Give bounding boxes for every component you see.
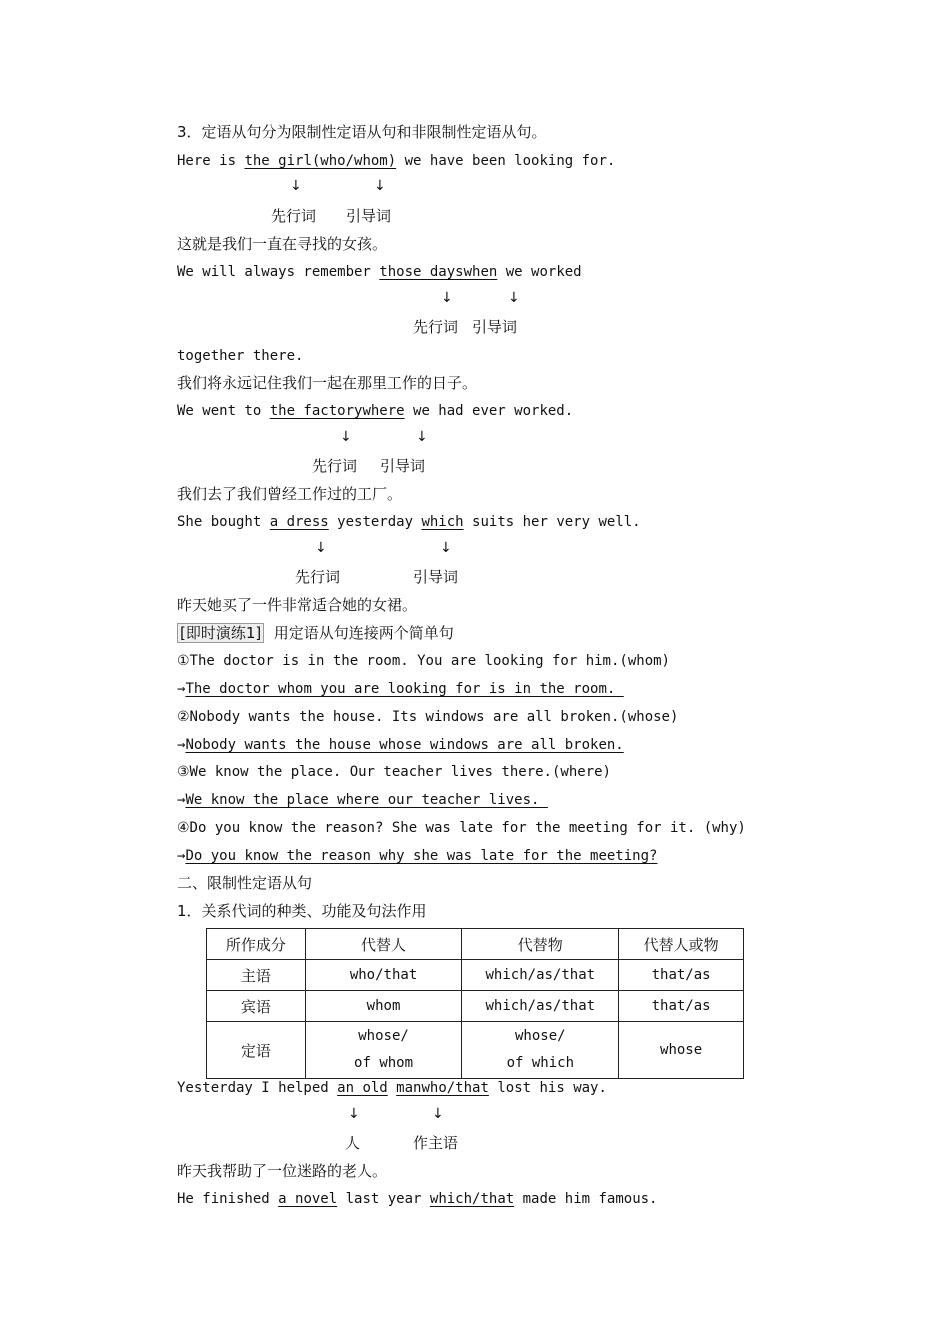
subsection-1-heading: 1．关系代词的种类、功能及句法作用: [177, 902, 427, 920]
translation: 我们将永远记住我们一起在那里工作的日子。: [177, 374, 478, 392]
section-2-heading: 二、限制性定语从句: [177, 874, 313, 892]
arrow-icon: →: [177, 792, 186, 808]
table-cell: 定语: [207, 1022, 306, 1079]
sentence-text: we have been looking for.: [396, 153, 616, 169]
antecedent-label: 先行词: [312, 457, 358, 475]
relative-label: 引导词: [380, 457, 426, 475]
relative-label: 作主语: [413, 1134, 459, 1152]
practice-question: ④Do you know the reason? She was late for the meeting for it. (why): [177, 820, 746, 836]
arrow-icon: →: [177, 737, 186, 753]
relative-word: who/that: [421, 1080, 489, 1096]
example-sentence-1: [177, 151, 615, 171]
table-cell: which/as/that: [462, 960, 619, 991]
translation: 我们去了我们曾经工作过的工厂。: [177, 485, 403, 503]
table-header-cell: 代替人: [305, 929, 462, 960]
practice-heading: [177, 623, 454, 643]
table-header-cell: 所作成分: [207, 929, 306, 960]
relative-word: which: [421, 514, 464, 530]
relative-label: 引导词: [413, 568, 459, 586]
answer-text: We know the place where our teacher lives.: [185, 792, 548, 808]
answer-text: The doctor whom you are looking for is in the room.: [185, 681, 624, 697]
antecedent: the factory: [269, 403, 363, 419]
example-sentence-6: [177, 1189, 657, 1209]
antecedent-label: 先行词: [295, 568, 341, 586]
table-header-cell: 代替物: [462, 929, 619, 960]
practice-instruction: 用定语从句连接两个简单句: [264, 624, 454, 642]
down-arrow-icon: ↓: [340, 429, 352, 445]
sentence-continuation: together there.: [177, 348, 304, 364]
table-cell: whose/ of which: [462, 1022, 619, 1079]
sentence-text: He finished: [177, 1191, 279, 1207]
antecedent-label: 先行词: [413, 318, 459, 336]
antecedent: a novel: [278, 1191, 338, 1207]
table-row: [207, 991, 744, 1022]
relative-label: 引导词: [346, 207, 392, 225]
down-arrow-icon: ↓: [416, 429, 428, 445]
relative-word: (who/whom): [311, 153, 397, 169]
antecedent-label: 人: [345, 1134, 361, 1152]
translation: 这就是我们一直在寻找的女孩。: [177, 235, 388, 253]
down-arrow-icon: ↓: [348, 1106, 360, 1122]
relative-word: which/that: [429, 1191, 515, 1207]
practice-answer: [177, 846, 657, 866]
practice-question: ①The doctor is in the room. You are looking for him.(whom): [177, 653, 670, 669]
practice-answer: [177, 790, 548, 810]
example-sentence-3: [177, 401, 573, 421]
relative-word: when: [463, 264, 498, 280]
practice-question: ③We know the place. Our teacher lives there.(where): [177, 764, 611, 780]
table-cell: whom: [305, 991, 462, 1022]
relative-label: 引导词: [472, 318, 518, 336]
down-arrow-icon: ↓: [290, 178, 302, 194]
sentence-text: She bought: [177, 514, 270, 530]
sentence-text: Yesterday I helped: [177, 1080, 338, 1096]
table-cell: 宾语: [207, 991, 306, 1022]
translation: 昨天她买了一件非常适合她的女裙。: [177, 596, 418, 614]
practice-question: ②Nobody wants the house. Its windows are all broken.(whose): [177, 709, 679, 725]
sentence-text: last year: [337, 1191, 430, 1207]
sentence-text: We went to: [177, 403, 270, 419]
antecedent-label: 先行词: [271, 207, 317, 225]
sentence-text: lost his way.: [488, 1080, 607, 1096]
practice-answer: [177, 735, 624, 755]
example-sentence-5: [177, 1078, 607, 1098]
antecedent: those days: [379, 264, 464, 280]
sentence-text: made him famous.: [514, 1191, 658, 1207]
sentence-text: Here is: [177, 153, 245, 169]
sentence-text: yesterday: [328, 514, 422, 530]
arrow-icon: →: [177, 681, 186, 697]
practice-answer: [177, 679, 624, 699]
relative-word: where: [362, 403, 405, 419]
sentence-text: We will always remember: [177, 264, 380, 280]
table-cell: whose/ of whom: [305, 1022, 462, 1079]
down-arrow-icon: ↓: [432, 1106, 444, 1122]
table-header-cell: 代替人或物: [619, 929, 744, 960]
table-cell: that/as: [619, 991, 744, 1022]
down-arrow-icon: ↓: [440, 540, 452, 556]
practice-tag: [即时演练1]: [177, 623, 264, 643]
table-header-row: [207, 929, 744, 960]
table-cell: who/that: [305, 960, 462, 991]
section-3-heading: 3．定语从句分为限制性定语从句和非限制性定语从句。: [177, 123, 547, 141]
arrow-icon: →: [177, 848, 186, 864]
down-arrow-icon: ↓: [374, 178, 386, 194]
answer-text: Nobody wants the house whose windows are all broken.: [185, 737, 624, 753]
answer-text: Do you know the reason why she was late for the meeting?: [185, 848, 658, 864]
antecedent: a dress: [269, 514, 329, 530]
down-arrow-icon: ↓: [315, 540, 327, 556]
table-cell: 主语: [207, 960, 306, 991]
antecedent: an old: [337, 1080, 388, 1096]
table-row: [207, 1022, 744, 1079]
example-sentence-2: [177, 262, 582, 282]
example-sentence-4: [177, 512, 641, 532]
table-cell: whose: [619, 1022, 744, 1079]
sentence-text: we had ever worked.: [404, 403, 574, 419]
sentence-text: suits her very well.: [463, 514, 641, 530]
sentence-text: we worked: [497, 264, 582, 280]
relative-pronoun-table: [206, 928, 744, 1079]
table-cell: that/as: [619, 960, 744, 991]
antecedent: man: [396, 1080, 422, 1096]
table-cell: which/as/that: [462, 991, 619, 1022]
antecedent: the girl: [244, 153, 312, 169]
table-row: [207, 960, 744, 991]
down-arrow-icon: ↓: [441, 290, 453, 306]
down-arrow-icon: ↓: [508, 290, 520, 306]
translation: 昨天我帮助了一位迷路的老人。: [177, 1162, 388, 1180]
